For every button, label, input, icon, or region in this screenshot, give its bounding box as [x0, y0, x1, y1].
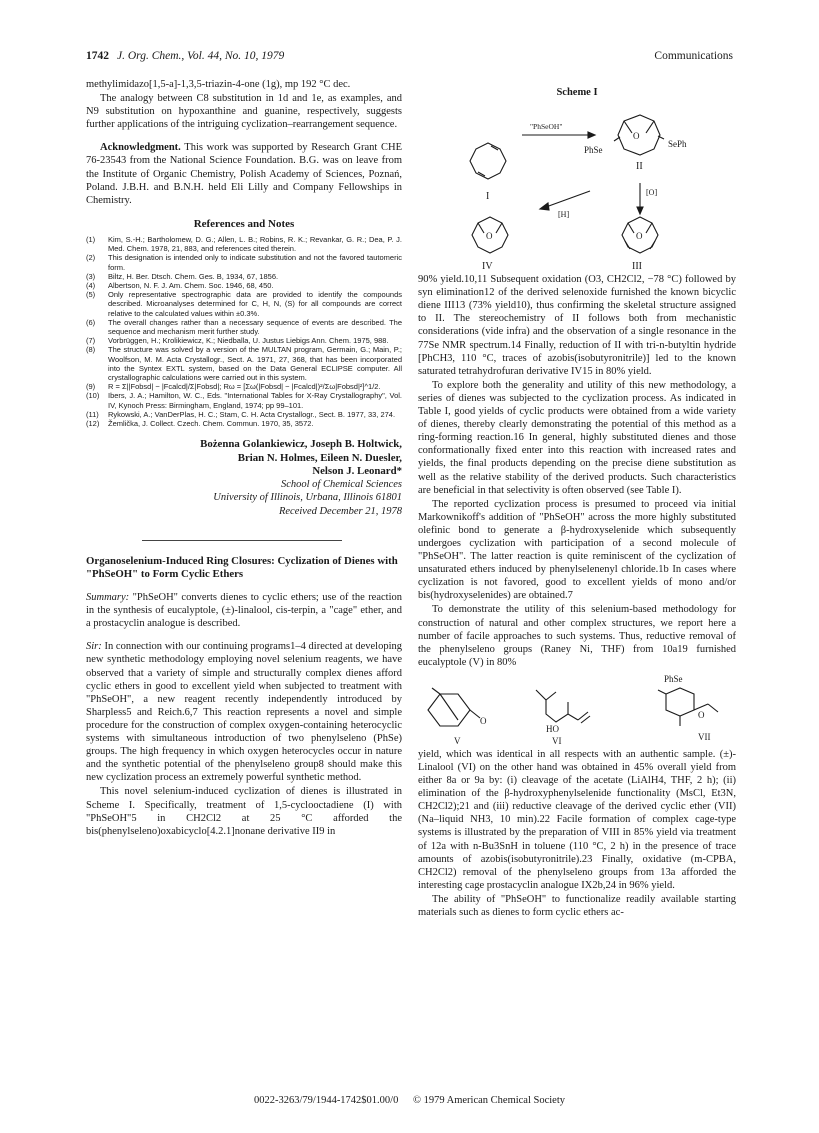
seph-label: SePh	[668, 139, 687, 150]
phse-label-vii: PhSe	[664, 673, 683, 684]
oxygen-label-vii: O	[698, 709, 705, 720]
reference-text: Only representative spectrographic data are provided to identify the compounds described. Microanalyses determined for C, H, N, (S) for all compounds are correct relative to the calculated values within ±0.3%.	[108, 290, 402, 318]
author-line: Bożenna Golankiewicz, Joseph B. Holtwick,	[200, 438, 402, 451]
running-header	[86, 50, 733, 66]
author-line: Brian N. Holmes, Eileen N. Duesler,	[237, 451, 402, 464]
summary-text: "PhSeOH" converts dienes to cyclic ethers; use of the reaction in the synthesis of eucalyptole, (±)-linalool, cis-terpin, a "cage" ether, and a prostacyclin analogue is described.	[86, 592, 403, 630]
reference-text: Vorbrüggen, H.; Krolikiewicz, K.; Niedballa, U. Justus Liebigs Ann. Chem. 1975, 988.	[108, 336, 389, 346]
reference-text: The overall changes rather than a necessary sequence of events are described. The sequence and mechanism merit further study.	[108, 317, 402, 336]
compound-VII-structure	[658, 688, 718, 726]
label-V: V	[454, 735, 461, 746]
reduction-label: [H]	[558, 210, 570, 220]
label-II: II	[636, 161, 643, 173]
ack-text: This work was supported by Research Grant CHE 76-23543 from the National Science Foundation. B.G. was on leave from the Institute of Organic Chemistry, Polish Academy of Sciences, Poznań, Poland. J.B.H. and B.N.H. held Eli Lilly and Company Fellowships in Chemistry.	[86, 142, 402, 206]
oxidation-arrow	[637, 183, 643, 214]
reference-item	[86, 391, 402, 409]
article-title: Organoselenium-Induced Ring Closures: Cyclization of Dienes with "PhSeOH" to Form Cyclic Ethers	[86, 554, 398, 580]
summary-label: Summary:	[86, 592, 130, 604]
reference-item	[86, 336, 402, 345]
sir-paragraph	[86, 640, 402, 784]
analogy-paragraph: The analogy between C8 substitution in 1d and 1e, as examples, and N9 substitution on hypoxanthine and guanine, respectively, suggests further applications of the intriguing cyclization–rearrangement sequence.	[86, 93, 402, 131]
compound-V-structure	[428, 688, 480, 726]
reference-number: (6)	[86, 317, 96, 327]
references-list	[86, 235, 402, 428]
affiliation-line: School of Chemical Sciences	[280, 479, 402, 491]
sir-label: Sir:	[86, 641, 102, 653]
page-number: 1742	[86, 50, 109, 62]
right-paragraph-4: To demonstrate the utility of this selenium-based methodology for construction of natural and other complex structures, we report here a number of facile approaches to such systems. Thus, reductive removal of the phenylseleno groups (Raney Ni, THF) from 10a19 furnished eucalyptole (V) in 80%	[418, 604, 736, 668]
phse-label: PhSe	[584, 145, 603, 156]
reference-item	[86, 253, 402, 271]
copyright: © 1979 American Chemical Society	[412, 1095, 566, 1106]
label-IV: IV	[482, 261, 493, 273]
reference-number: (5)	[86, 290, 96, 300]
product-structures	[418, 670, 736, 748]
compound-I-structure	[470, 143, 506, 179]
header-left	[86, 50, 284, 62]
affiliation-line: University of Illinois, Urbana, Illinois 61801	[213, 492, 402, 504]
oxygen-label: O	[633, 131, 640, 142]
reaction-arrow	[522, 132, 595, 138]
reference-item	[86, 235, 402, 253]
received-date: Received December 21, 1978	[278, 505, 402, 517]
compound-VI-structure	[536, 690, 590, 723]
right-paragraph-6: The ability of "PhSeOH" to functionalize readily available starting materials such as dienes to form cyclic ethers ac-	[418, 893, 736, 919]
affiliation	[86, 478, 402, 518]
oxidation-label: [O]	[646, 188, 658, 198]
oxygen-label-iv: O	[486, 231, 493, 242]
acknowledgment	[86, 141, 402, 206]
section-divider	[142, 540, 342, 541]
reference-text: The structure was solved by a version of the MULTAN program, Germain, G.; Main, P.; Woolfson, M. M. Acta Crystallogr., Sect. A. 1971, 27, 368, that has been incorporated into the Syntex EXTL system, based on the Data General ECLIPSE computer. All crystallographic calculations were carried out in this system.	[108, 345, 402, 382]
scheme-title: Scheme I	[556, 87, 598, 98]
oxygen-label-iii: O	[636, 231, 643, 242]
sir-text: In connection with our continuing programs1–4 directed at developing new synthetic methodology employing novel selenium reagents, we have observed that a variety of simple and structurally complex dienes afford cyclic ethers in good to excellent yield when subjected to treatment with "PhSeOH", a new reagent recently independently introduced by Sharpless5 and Reich.6,7 This reaction represents a novel and simple procedure for the construction of complex oxygen-containing heterocyclic systems with simultaneous introduction of two phenylseleno (PhSe) groups. The high frequency in which oxygen heterocycles occur in nature and the synthetic potential of the phenylseleno group8 should make this new cyclization process an extremely powerful synthetic method.	[86, 641, 403, 784]
reference-number: (3)	[86, 271, 96, 281]
oxygen-label-v: O	[480, 715, 487, 726]
reference-text: Ibers, J. A.; Hamilton, W. C., Eds. "International Tables for X-Ray Crystallography", Vol. IV, Kynoch Press: Birmingham, England, 1974; pp 99–101.	[108, 391, 402, 410]
reduction-arrow	[540, 191, 590, 210]
reference-item	[86, 410, 402, 419]
reference-number: (11)	[86, 409, 99, 419]
label-VII: VII	[698, 731, 711, 742]
scheme-intro-paragraph: This novel selenium-induced cyclization of dienes is illustrated in Scheme I. Specifically, treatment of 1,5-cyclooctadiene (I) with "PhSeOH"5 in CH2Cl2 at 25 °C afforded the bis(phenylseleno)oxabicyclo[4.2.1]nonane derivative II9 in	[86, 786, 402, 837]
reference-item	[86, 281, 402, 290]
scheme-diagram	[418, 103, 736, 273]
left-column	[86, 78, 402, 839]
continued-paragraph: methylimidazo[1,5-a]-1,3,5-triazin-4-one (1g), mp 192 °C dec.	[86, 79, 351, 90]
reference-item	[86, 290, 402, 318]
reference-text: Biltz, H. Ber. Dtsch. Chem. Ges. B, 1934, 67, 1856.	[108, 271, 279, 281]
reference-number: (2)	[86, 253, 96, 263]
reference-item	[86, 345, 402, 382]
right-paragraph-5: yield, which was identical in all respects with an authentic sample. (±)-Linalool (VI) on the other hand was obtained in 45% overall yield from either 8a or 9a by: (i) cleavage of the acetate (LiAlH4, THF, 2 h); (ii) elimination of the β-hydroxyphenylselenide functionality (MsCl, Et3N, CH2Cl2);21 and (iii) reductive cleavage of the derived cyclic ether (VII) (Na–liquid NH3, 10 min).22 Facile formation of complex cage-type systems is illustrated by the preparation of VIII in 85% yield via treatment of 12a with n-Bu3SnH in toluene (110 °C, 2 h) in the presence of trace amounts of azobis(isobutyronitrile).23 Finally, oxidative (m-CPBA, CH2Cl2) removal of the phenylseleno groups from 13a afforded the interesting cage prostacyclin analogue IX2b,24 in 96% yield.	[418, 748, 736, 891]
label-III: III	[632, 261, 642, 273]
right-column	[418, 78, 736, 920]
reference-number: (12)	[86, 419, 100, 428]
reference-item	[86, 272, 402, 281]
author-line: Nelson J. Leonard*	[312, 464, 402, 477]
reference-number: (4)	[86, 280, 96, 290]
reference-text: Žemlička, J. Collect. Czech. Chem. Commun. 1970, 35, 3572.	[108, 419, 314, 428]
right-paragraph-1: 90% yield.10,11 Subsequent oxidation (O3, CH2Cl2, −78 °C) followed by syn elimination12 of the derived selenoxide furnished the known bicyclic diene III13 (73% yield10), thus confirming the skeletal structure assigned to II. The stereochemistry of II follows both from mechanistic considerations (vide infra) and the observation of a single resonance in the 77Se NMR spectrum.14 Finally, reduction of II with tri-n-butyltin hydride [PhCH3, 110 °C, traces of azobis(isobutyronitrile)] led to the known saturated tetrahydrofuran derivative IV15 in 80% yield.	[418, 274, 736, 377]
hydroxyl-label: HO	[546, 723, 559, 734]
reference-number: (9)	[86, 382, 96, 392]
page-footer	[0, 1095, 819, 1106]
author-list	[86, 438, 402, 478]
article-code: 0022-3263/79/1944-1742$01.00/0	[253, 1095, 399, 1106]
reference-number: (7)	[86, 336, 96, 346]
summary	[86, 591, 402, 630]
reference-number: (1)	[86, 234, 96, 244]
references-heading: References and Notes	[193, 217, 295, 230]
reference-text: Kim, S.-H.; Bartholomew, D. G.; Allen, L. B.; Robins, R. K.; Revankar, G. R.; Dea, P. J. Med. Chem. 1978, 21, 883, and references cited therein.	[108, 234, 402, 254]
reference-item	[86, 382, 402, 391]
reference-text: This designation is intended only to indicate substitution and not the favored tautomeric form.	[108, 253, 402, 272]
label-VI: VI	[552, 735, 562, 746]
reference-item	[86, 419, 402, 428]
reference-number: (8)	[86, 345, 96, 355]
section-name: Communications	[654, 50, 733, 62]
reference-text: R = Σ||Fobsd| − |Fcalcd|/Σ|Fobsd|; Rω = [Σω(|Fobsd| − |Fcalcd|)²/Σω|Fobsd|²]^1/2.	[108, 382, 381, 392]
reagent-label: "PhSeOH"	[530, 122, 563, 132]
label-I: I	[486, 191, 490, 203]
reference-text: Rykowski, A.; VanDerPlas, H. C.; Stam, C. H. Acta Crystallogr., Sect. B. 1977, 33, 274.	[108, 409, 396, 419]
reference-number: (10)	[86, 391, 100, 401]
journal-citation: J. Org. Chem., Vol. 44, No. 10, 1979	[117, 50, 285, 62]
reference-item	[86, 318, 402, 336]
ack-label: Acknowledgment.	[100, 142, 181, 154]
right-paragraph-3: The reported cyclization process is presumed to proceed via initial Markownikoff's addition of "PhSeOH" across the more highly substituted olefinic bond to generate a β-hydroxyselenide which subsequently undergoes cyclization with participation of a second molecule of "PhSeOH". The latter reaction is quite reminiscent of the cyclization of unsaturated ethers induced by phenylselenenyl chloride.1b In cases where cyclization is not favored, good to excellent yields of mono and/or bis(hydroxyselenides) are obtained.7	[418, 498, 736, 602]
reference-text: Albertson, N. F. J. Am. Chem. Soc. 1946, 68, 450.	[108, 280, 274, 290]
right-paragraph-2: To explore both the generality and utility of this new methodology, a series of dienes was subjected to the cyclization process. As indicated in Table I, good yields of cyclic products were obtained from a wide variety of dienes, thereby clearly demonstrating the potential of this method as a ring-forming reaction.16 In general, highly substituted dienes and those conformationally fixed enter into this reaction with increased rates and yields, the final products depending on the precise diene substitution as well as the relative stability of the derived products. Such characteristics are beneficial in that selectivity is often observed (see Table I).	[418, 379, 736, 496]
